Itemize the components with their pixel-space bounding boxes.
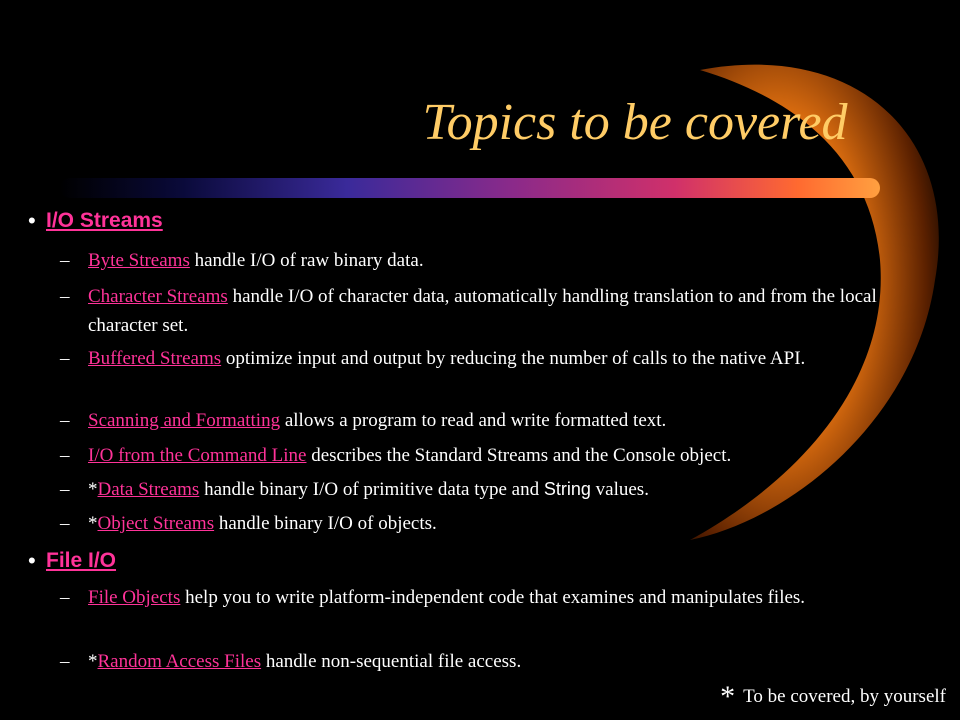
item-text: describes the Standard Streams and the Console object. — [306, 445, 732, 466]
list-item — [88, 441, 918, 470]
item-prefix: * — [88, 651, 98, 672]
item-text: handle I/O of raw binary data. — [189, 250, 424, 271]
section-heading-file-io[interactable]: File I/O — [46, 549, 117, 572]
link-character-streams[interactable]: Character Streams — [88, 286, 228, 307]
dash: – — [60, 250, 70, 271]
bullet-dot: • — [28, 548, 36, 573]
item-text: handle I/O of character data, automatically handling translation to and from the local character set. — [88, 286, 877, 336]
list-item — [88, 647, 918, 676]
item-prefix: * — [88, 513, 98, 534]
item-text: optimize input and output by reducing the number of calls to the native API. — [221, 348, 806, 369]
item-code: String — [543, 479, 591, 499]
slide-title: Topics to be covered — [422, 94, 848, 151]
dash: – — [60, 479, 70, 500]
footnote — [720, 682, 946, 712]
item-prefix: * — [88, 479, 98, 500]
link-random-access-files[interactable]: Random Access Files — [97, 651, 262, 672]
item-text: values. — [590, 479, 649, 500]
list-item — [88, 282, 918, 340]
list-item — [88, 475, 918, 504]
dash: – — [60, 286, 70, 307]
item-text: handle binary I/O of objects. — [214, 513, 437, 534]
link-io-from-command-line[interactable]: I/O from the Command Line — [88, 445, 307, 466]
link-scanning-and-formatting[interactable]: Scanning and Formatting — [88, 410, 281, 431]
dash: – — [60, 348, 70, 369]
link-byte-streams[interactable]: Byte Streams — [88, 250, 190, 271]
list-item — [88, 246, 918, 275]
list-item — [88, 406, 918, 435]
footnote-text: To be covered, by yourself — [743, 686, 946, 707]
item-text: allows a program to read and write formatted text. — [280, 410, 667, 431]
item-text: help you to write platform-independent code that examines and manipulates files. — [180, 587, 806, 608]
section-heading-io-streams[interactable]: I/O Streams — [46, 209, 163, 232]
link-file-objects[interactable]: File Objects — [88, 587, 181, 608]
link-buffered-streams[interactable]: Buffered Streams — [88, 348, 222, 369]
dash: – — [60, 513, 70, 534]
link-object-streams[interactable]: Object Streams — [97, 513, 215, 534]
list-item — [88, 583, 918, 612]
item-text: handle binary I/O of primitive data type and — [199, 479, 544, 500]
dash: – — [60, 445, 70, 466]
bullet-dot: • — [28, 208, 36, 233]
dash: – — [60, 651, 70, 672]
dash: – — [60, 410, 70, 431]
list-item — [88, 344, 918, 373]
footnote-star: * — [720, 680, 736, 713]
dash: – — [60, 587, 70, 608]
list-item — [88, 509, 918, 538]
link-data-streams[interactable]: Data Streams — [97, 479, 200, 500]
item-text: handle non-sequential file access. — [261, 651, 522, 672]
